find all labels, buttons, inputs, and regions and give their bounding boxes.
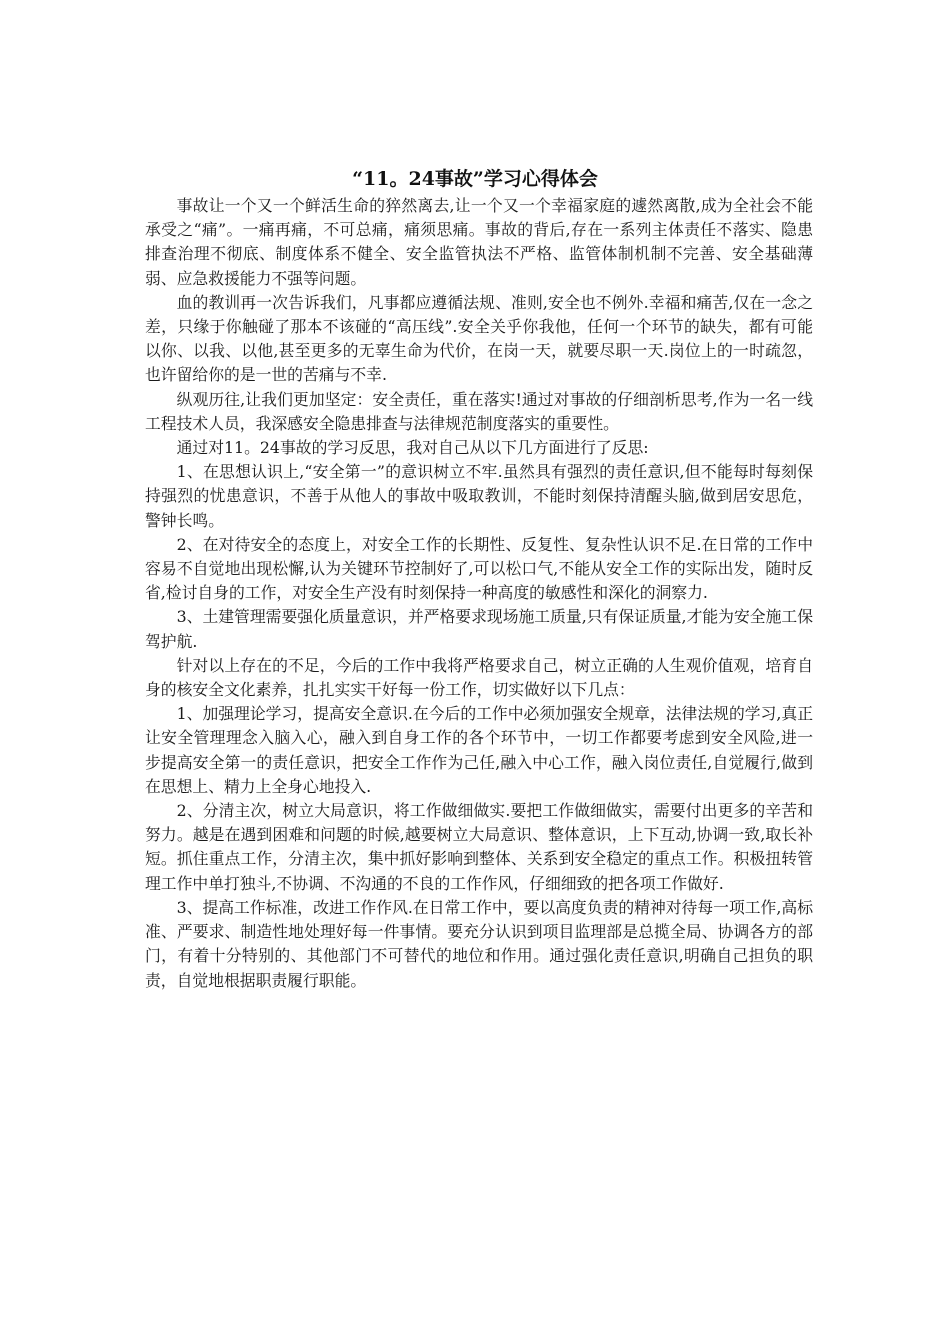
document-body [145, 194, 813, 993]
paragraph: 2、在对待安全的态度上，对安全工作的长期性、反复性、复杂性认识不足.在日常的工作中容易不自觉地出现松懈,认为关键环节控制好了,可以松口气,不能从安全工作的实际出发，随时反省,检讨自身的工作，对安全生产没有时刻保持一种高度的敏感性和深化的洞察力. [145, 534, 813, 603]
document-title: “11。24事故”学习心得体会 [352, 168, 598, 190]
paragraph: 针对以上存在的不足，今后的工作中我将严格要求自己，树立正确的人生观价值观，培育自身的核安全文化素养，扎扎实实干好每一份工作，切实做好以下几点： [145, 655, 813, 700]
paragraph: 1、在思想认识上,“安全第一”的意识树立不牢.虽然具有强烈的责任意识,但不能每时每刻保持强烈的忧患意识，不善于从他人的事故中吸取教训，不能时刻保持清醒头脑,做到居安思危，警钟长鸣。 [145, 462, 813, 530]
paragraph: 1、加强理论学习，提高安全意识.在今后的工作中必须加强安全规章，法律法规的学习,真正让安全管理理念入脑入心，融入到自身工作的各个环节中，一切工作都要考虑到安全风险,进一步提高安全第一的责任意识，把安全工作作为己任,融入中心工作，融入岗位责任,自觉履行,做到在思想上、精力上全身心地投入. [145, 704, 813, 796]
paragraph: 2、分清主次，树立大局意识，将工作做细做实.要把工作做细做实，需要付出更多的辛苦和努力。越是在遇到困难和问题的时候,越要树立大局意识、整体意识，上下互动,协调一致,取长补短。抓住重点工作，分清主次，集中抓好影响到整体、关系到安全稳定的重点工作。积极扭转管理工作中单打独斗,不协调、不沟通的不良的工作作风，仔细细致的把各项工作做好. [145, 801, 813, 893]
paragraph: 3、土建管理需要强化质量意识，并严格要求现场施工质量,只有保证质量,才能为安全施工保驾护航. [145, 607, 813, 651]
paragraph: 通过对11。24事故的学习反思，我对自己从以下几方面进行了反思: [176, 438, 649, 458]
paragraph: 3、提高工作标准，改进工作作风.在日常工作中，要以高度负责的精神对待每一项工作,高标准、严要求、制造性地处理好每一件事情。要充分认识到项目监理部是总揽全局、协调各方的部门，有着十分特别的、其他部门不可替代的地位和作用。通过强化责任意识,明确自己担负的职责，自觉地根据职责履行职能。 [145, 897, 813, 990]
paragraph: 纵观历往,让我们更加坚定：安全责任，重在落实!通过对事故的仔细剖析思考,作为一名一线工程技术人员，我深感安全隐患排查与法律规范制度落实的重要性。 [145, 389, 813, 433]
paragraph: 事故让一个又一个鲜活生命的猝然离去,让一个又一个幸福家庭的遽然离散,成为全社会不能承受之“痛”。一痛再痛，不可总痛，痛须思痛。事故的背后,存在一系列主体责任不落实、隐患排查治理不彻底、制度体系不健全、安全监管执法不严格、监管体制机制不完善、安全基础薄弱、应急救援能力不强等问题。 [145, 196, 813, 288]
paragraph: 血的教训再一次告诉我们，凡事都应遵循法规、准则,安全也不例外.幸福和痛苦,仅在一念之差，只缘于你触碰了那本不该碰的“高压线”.安全关乎你我他，任何一个环节的缺失，都有可能以你、以我、以他,甚至更多的无辜生命为代价，在岗一天，就要尽职一天.岗位上的一时疏忽，也许留给你的是一世的苦痛与不幸. [145, 292, 813, 385]
